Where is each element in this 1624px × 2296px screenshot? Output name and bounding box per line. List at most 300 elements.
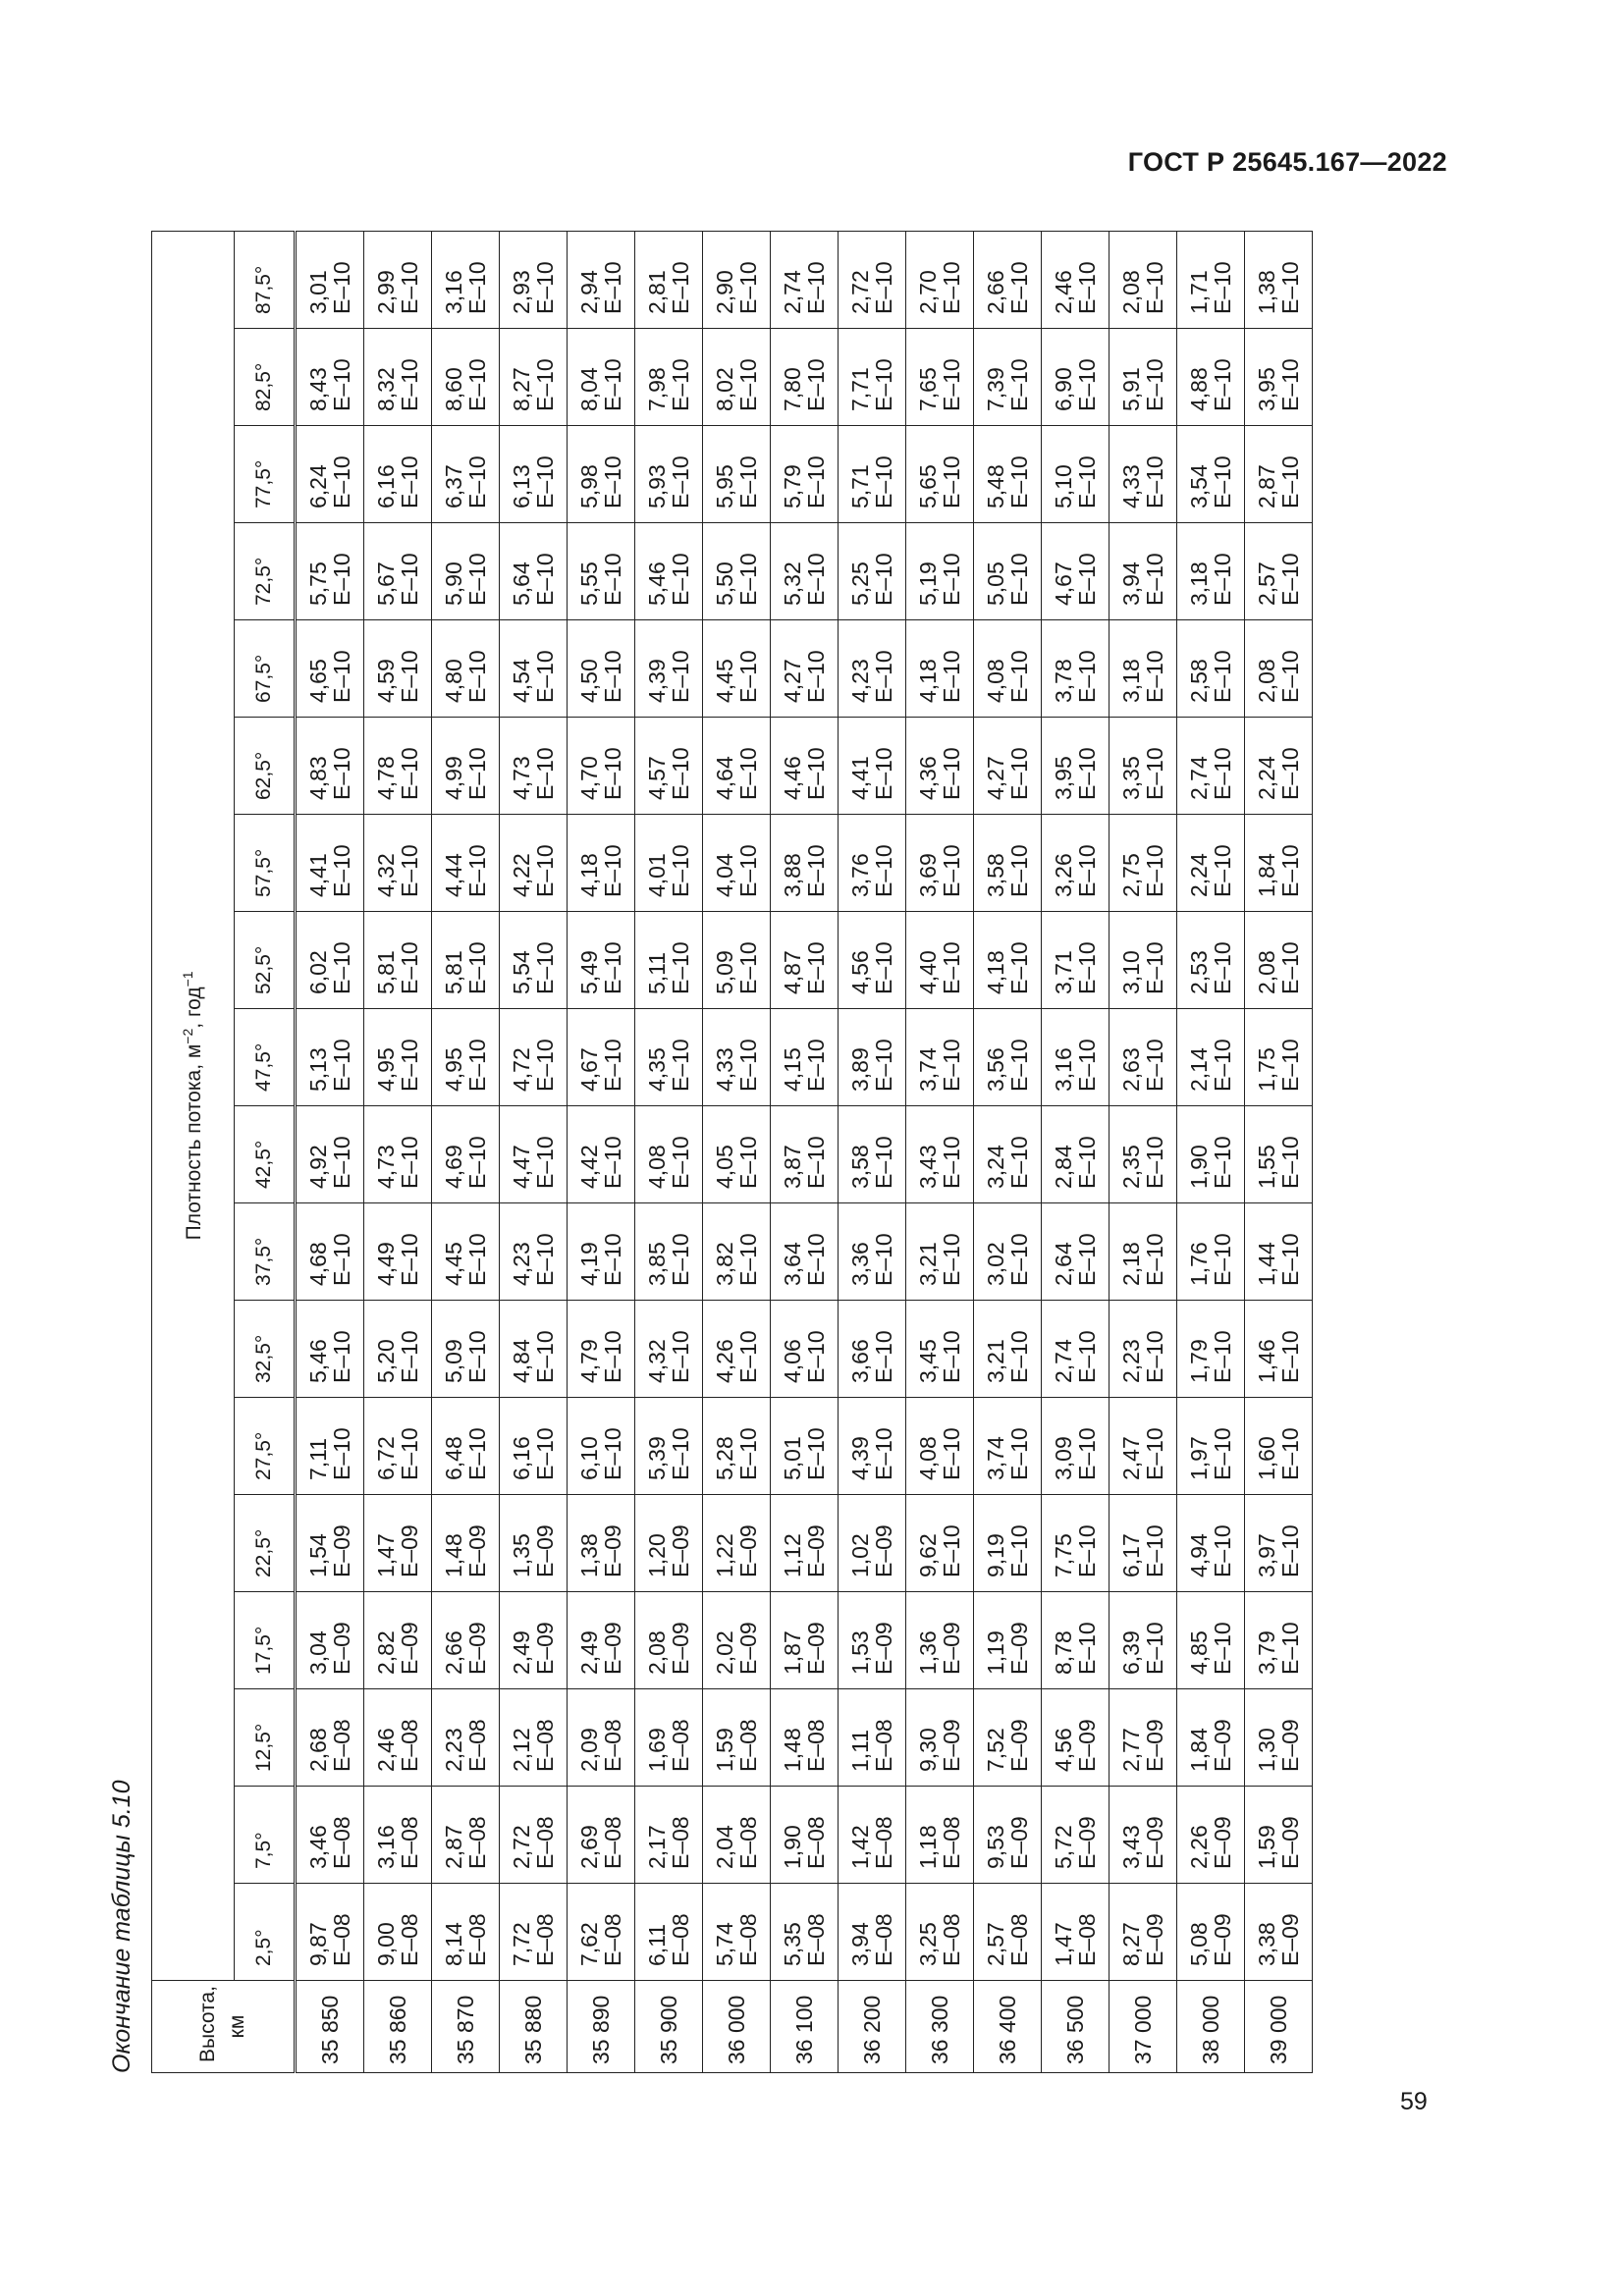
flux-value-cell: [432, 1106, 500, 1203]
table-row: [703, 231, 771, 2072]
mantissa: 4,04: [712, 853, 737, 897]
exponent: E–10: [668, 1330, 693, 1383]
flux-value-cell: [906, 329, 974, 426]
flux-value-cell: [1110, 329, 1177, 426]
flux-value-cell: [500, 523, 568, 620]
exponent: E–10: [939, 941, 964, 994]
flux-value-cell: [974, 1495, 1042, 1592]
flux-value-cell: [1245, 718, 1313, 815]
flux-value-cell: [1042, 1592, 1110, 1689]
mantissa: 4,36: [915, 756, 941, 800]
exponent: E–08: [871, 1719, 896, 1772]
mantissa: 2,66: [983, 270, 1008, 314]
mantissa: 3,95: [1254, 367, 1279, 411]
exponent: E–10: [1277, 1136, 1303, 1189]
mantissa: 4,18: [915, 659, 941, 703]
flux-value-cell: [635, 815, 703, 912]
mantissa: 1,75: [1254, 1047, 1279, 1092]
flux-value-cell: [1110, 1495, 1177, 1592]
mantissa: 2,84: [1051, 1145, 1076, 1189]
mantissa: 1,42: [847, 1825, 873, 1869]
exponent: E–10: [1142, 358, 1167, 411]
exponent: E–10: [397, 261, 422, 314]
mantissa: 3,02: [983, 1242, 1008, 1286]
mantissa: 5,35: [780, 1922, 805, 1966]
flux-value-cell: [432, 523, 500, 620]
exponent: E–10: [1210, 650, 1235, 703]
mantissa: 6,72: [373, 1436, 399, 1480]
exponent: E–10: [1277, 844, 1303, 897]
exponent: E–10: [532, 650, 558, 703]
mantissa: 8,32: [373, 367, 399, 411]
mantissa: 1,87: [780, 1630, 805, 1675]
mantissa: 2,69: [576, 1825, 602, 1869]
flux-value-cell: [1177, 1787, 1245, 1884]
exponent: E–10: [329, 747, 354, 800]
flux-value-cell: [296, 1106, 364, 1203]
exponent: E–08: [803, 1719, 829, 1772]
mantissa: 3,66: [847, 1339, 873, 1383]
flux-value-cell: [1110, 1398, 1177, 1495]
exponent: E–09: [939, 1622, 964, 1675]
flux-value-cell: [568, 815, 635, 912]
flux-value-cell: [1177, 620, 1245, 718]
mantissa: 1,22: [712, 1533, 737, 1577]
flux-value-cell: [906, 1301, 974, 1398]
mantissa: 3,26: [1051, 853, 1076, 897]
flux-value-cell: [974, 1787, 1042, 1884]
exponent: E–10: [1074, 553, 1100, 606]
mantissa: 4,88: [1186, 367, 1212, 411]
flux-value-cell: [1177, 1495, 1245, 1592]
flux-value-cell: [364, 426, 432, 523]
mantissa: 3,16: [441, 270, 466, 314]
mantissa: 6,10: [576, 1436, 602, 1480]
flux-value-cell: [296, 815, 364, 912]
flux-value-cell: [296, 1301, 364, 1398]
flux-value-cell: [906, 1884, 974, 1981]
exponent: E–10: [939, 1233, 964, 1286]
flux-value-cell: [1177, 426, 1245, 523]
exponent: E–10: [329, 650, 354, 703]
mantissa: 9,87: [305, 1922, 331, 1966]
exponent: E–10: [803, 358, 829, 411]
exponent: E–09: [871, 1622, 896, 1675]
mantissa: 1,53: [847, 1630, 873, 1675]
exponent: E–10: [871, 455, 896, 508]
exponent: E–10: [1142, 553, 1167, 606]
flux-value-cell: [432, 329, 500, 426]
mantissa: 4,35: [644, 1047, 670, 1092]
exponent: E–10: [1006, 1427, 1032, 1480]
altitude-cell: 37 000: [1110, 1981, 1177, 2073]
mantissa: 1,47: [373, 1533, 399, 1577]
flux-value-cell: [1177, 523, 1245, 620]
flux-value-cell: [1110, 1689, 1177, 1787]
exponent: E–10: [1142, 650, 1167, 703]
angle-header: 62,5°: [235, 718, 296, 815]
mantissa: 4,92: [305, 1145, 331, 1189]
flux-value-cell: [771, 1203, 839, 1301]
mantissa: 3,88: [780, 853, 805, 897]
mantissa: 5,54: [509, 950, 534, 994]
exponent: E–09: [1277, 1816, 1303, 1869]
altitude-cell: 38 000: [1177, 1981, 1245, 2073]
exponent: E–08: [735, 1816, 761, 1869]
exponent: E–10: [1074, 455, 1100, 508]
exponent: E–10: [735, 455, 761, 508]
exponent: E–10: [871, 747, 896, 800]
flux-value-cell: [771, 1009, 839, 1106]
exponent: E–10: [803, 553, 829, 606]
flux-value-cell: [839, 912, 906, 1009]
mantissa: 5,09: [712, 950, 737, 994]
mantissa: 3,21: [915, 1242, 941, 1286]
flux-value-cell: [1042, 620, 1110, 718]
exponent: E–10: [1074, 1330, 1100, 1383]
flux-value-cell: [839, 1787, 906, 1884]
exponent: E–10: [1210, 358, 1235, 411]
flux-value-cell: [771, 329, 839, 426]
flux-value-cell: [1110, 523, 1177, 620]
mantissa: 7,39: [983, 367, 1008, 411]
mantissa: 1,11: [847, 1729, 873, 1772]
flux-value-cell: [1042, 1884, 1110, 1981]
mantissa: 2,02: [712, 1630, 737, 1675]
flux-value-cell: [364, 1203, 432, 1301]
mantissa: 5,95: [712, 464, 737, 508]
exponent: E–08: [329, 1719, 354, 1772]
flux-value-cell: [500, 620, 568, 718]
exponent: E–10: [1277, 553, 1303, 606]
flux-value-cell: [1245, 426, 1313, 523]
flux-value-cell: [432, 1009, 500, 1106]
altitude-cell: 35 850: [296, 1981, 364, 2073]
angle-header: 12,5°: [235, 1689, 296, 1787]
exponent: E–10: [871, 1427, 896, 1480]
mantissa: 2,90: [712, 270, 737, 314]
mantissa: 1,12: [780, 1533, 805, 1577]
flux-value-cell: [974, 620, 1042, 718]
mantissa: 3,43: [915, 1145, 941, 1189]
flux-value-cell: [1042, 329, 1110, 426]
flux-value-cell: [771, 231, 839, 328]
flux-value-cell: [1042, 1398, 1110, 1495]
exponent: E–08: [939, 1913, 964, 1966]
mantissa: 2,09: [576, 1728, 602, 1772]
mantissa: 3,35: [1118, 756, 1144, 800]
exponent: E–10: [1074, 1427, 1100, 1480]
exponent: E–10: [939, 553, 964, 606]
exponent: E–09: [464, 1524, 490, 1577]
flux-value-cell: [771, 1495, 839, 1592]
mantissa: 6,48: [441, 1436, 466, 1480]
exponent: E–08: [1006, 1913, 1032, 1966]
exponent: E–09: [1074, 1816, 1100, 1869]
table-row: [906, 231, 974, 2072]
exponent: E–10: [532, 1427, 558, 1480]
exponent: E–08: [600, 1719, 625, 1772]
flux-value-cell: [974, 1592, 1042, 1689]
mantissa: 3,54: [1186, 464, 1212, 508]
flux-value-cell: [906, 1495, 974, 1592]
flux-value-cell: [568, 329, 635, 426]
flux-value-cell: [703, 912, 771, 1009]
exponent: E–10: [735, 747, 761, 800]
mantissa: 3,78: [1051, 659, 1076, 703]
flux-value-cell: [500, 329, 568, 426]
exponent: E–10: [735, 553, 761, 606]
exponent: E–10: [397, 1330, 422, 1383]
exponent: E–08: [532, 1719, 558, 1772]
mantissa: 5,09: [441, 1339, 466, 1383]
mantissa: 2,12: [509, 1728, 534, 1772]
mantissa: 4,33: [1118, 464, 1144, 508]
mantissa: 7,62: [576, 1922, 602, 1966]
exponent: E–08: [464, 1816, 490, 1869]
mantissa: 2,23: [441, 1728, 466, 1772]
mantissa: 4,85: [1186, 1630, 1212, 1675]
mantissa: 7,71: [847, 367, 873, 411]
mantissa: 1,55: [1254, 1145, 1279, 1189]
exponent: E–08: [735, 1913, 761, 1966]
flux-value-cell: [296, 1398, 364, 1495]
mantissa: 1,84: [1186, 1728, 1212, 1772]
flux-value-cell: [635, 426, 703, 523]
flux-value-cell: [839, 231, 906, 328]
exponent: E–08: [1074, 1913, 1100, 1966]
exponent: E–10: [1210, 844, 1235, 897]
mantissa: 3,79: [1254, 1630, 1279, 1675]
exponent: E–10: [600, 553, 625, 606]
exponent: E–10: [600, 358, 625, 411]
flux-value-cell: [296, 718, 364, 815]
flux-value-cell: [839, 523, 906, 620]
exponent: E–10: [668, 553, 693, 606]
flux-value-cell: [568, 620, 635, 718]
flux-value-cell: [500, 912, 568, 1009]
exponent: E–10: [600, 261, 625, 314]
flux-value-cell: [296, 1787, 364, 1884]
mantissa: 3,69: [915, 853, 941, 897]
exponent: E–10: [1142, 844, 1167, 897]
exponent: E–09: [1277, 1913, 1303, 1966]
flux-value-cell: [906, 1106, 974, 1203]
mantissa: 4,73: [509, 756, 534, 800]
flux-value-cell: [568, 1106, 635, 1203]
flux-value-cell: [771, 912, 839, 1009]
flux-value-cell: [635, 912, 703, 1009]
flux-value-cell: [1110, 815, 1177, 912]
exponent: E–10: [1210, 1524, 1235, 1577]
mantissa: 5,93: [644, 464, 670, 508]
exponent: E–10: [1210, 941, 1235, 994]
flux-value-cell: [703, 1787, 771, 1884]
mantissa: 3,89: [847, 1047, 873, 1092]
flux-value-cell: [296, 231, 364, 328]
flux-value-cell: [906, 1009, 974, 1106]
mantissa: 8,78: [1051, 1630, 1076, 1675]
exponent: E–09: [532, 1622, 558, 1675]
flux-value-cell: [1177, 1592, 1245, 1689]
mantissa: 4,32: [644, 1339, 670, 1383]
exponent: E–08: [600, 1913, 625, 1966]
flux-value-cell: [500, 718, 568, 815]
flux-value-cell: [1042, 1689, 1110, 1787]
mantissa: 3,09: [1051, 1436, 1076, 1480]
flux-value-cell: [839, 1398, 906, 1495]
altitude-cell: 36 000: [703, 1981, 771, 2073]
exponent: E–10: [939, 261, 964, 314]
mantissa: 3,87: [780, 1145, 805, 1189]
mantissa: 4,18: [983, 950, 1008, 994]
mantissa: 1,54: [305, 1533, 331, 1577]
mantissa: 3,24: [983, 1145, 1008, 1189]
exponent: E–10: [1142, 941, 1167, 994]
exponent: E–10: [1006, 650, 1032, 703]
flux-value-cell: [432, 718, 500, 815]
flux-value-cell: [703, 329, 771, 426]
mantissa: 1,19: [983, 1630, 1008, 1675]
exponent: E–10: [803, 941, 829, 994]
mantissa: 4,23: [847, 659, 873, 703]
mantissa: 4,57: [644, 756, 670, 800]
flux-value-cell: [500, 1398, 568, 1495]
table-row: [1177, 231, 1245, 2072]
mantissa: 9,19: [983, 1533, 1008, 1577]
mantissa: 3,58: [983, 853, 1008, 897]
exponent: E–10: [1210, 1427, 1235, 1480]
mantissa: 3,01: [305, 270, 331, 314]
exponent: E–09: [397, 1622, 422, 1675]
exponent: E–10: [532, 1330, 558, 1383]
mantissa: 6,17: [1118, 1533, 1144, 1577]
flux-value-cell: [500, 815, 568, 912]
exponent: E–08: [532, 1816, 558, 1869]
flux-value-cell: [703, 1203, 771, 1301]
exponent: E–10: [803, 1039, 829, 1092]
mantissa: 4,78: [373, 756, 399, 800]
flux-value-cell: [1177, 1009, 1245, 1106]
flux-value-cell: [771, 1787, 839, 1884]
exponent: E–10: [1210, 747, 1235, 800]
mantissa: 8,60: [441, 367, 466, 411]
flux-value-cell: [568, 1689, 635, 1787]
exponent: E–10: [532, 1039, 558, 1092]
exponent: E–10: [1277, 1427, 1303, 1480]
altitude-cell: 35 900: [635, 1981, 703, 2073]
flux-value-cell: [568, 718, 635, 815]
mantissa: 4,64: [712, 756, 737, 800]
exponent: E–10: [939, 1427, 964, 1480]
mantissa: 5,25: [847, 561, 873, 606]
exponent: E–08: [871, 1913, 896, 1966]
exponent: E–10: [735, 650, 761, 703]
mantissa: 1,02: [847, 1533, 873, 1577]
mantissa: 2,74: [1186, 756, 1212, 800]
mantissa: 1,35: [509, 1533, 534, 1577]
mantissa: 2,74: [780, 270, 805, 314]
mantissa: 1,46: [1254, 1339, 1279, 1383]
mantissa: 6,11: [644, 1923, 670, 1966]
exponent: E–10: [871, 941, 896, 994]
mantissa: 4,65: [305, 659, 331, 703]
mantissa: 3,04: [305, 1630, 331, 1675]
exponent: E–09: [1142, 1913, 1167, 1966]
mantissa: 5,11: [644, 951, 670, 994]
mantissa: 3,71: [1051, 950, 1076, 994]
exponent: E–09: [1142, 1816, 1167, 1869]
mantissa: 5,08: [1186, 1922, 1212, 1966]
mantissa: 1,48: [441, 1533, 466, 1577]
mantissa: 4,40: [915, 950, 941, 994]
mantissa: 5,81: [441, 950, 466, 994]
flux-value-cell: [839, 1884, 906, 1981]
flux-value-cell: [771, 1884, 839, 1981]
angle-header: 22,5°: [235, 1495, 296, 1592]
exponent: E–10: [1142, 1136, 1167, 1189]
flux-value-cell: [906, 231, 974, 328]
altitude-cell: 36 400: [974, 1981, 1042, 2073]
exponent: E–10: [464, 941, 490, 994]
exponent: E–10: [668, 1233, 693, 1286]
mantissa: 2,08: [1254, 659, 1279, 703]
flux-value-cell: [432, 1203, 500, 1301]
flux-value-cell: [1042, 426, 1110, 523]
flux-value-cell: [974, 1009, 1042, 1106]
table-row: [1042, 231, 1110, 2072]
flux-value-cell: [974, 1203, 1042, 1301]
mantissa: 3,16: [1051, 1047, 1076, 1092]
flux-value-cell: [771, 1689, 839, 1787]
exponent: E–08: [803, 1913, 829, 1966]
mantissa: 2,14: [1186, 1047, 1212, 1092]
mantissa: 4,83: [305, 756, 331, 800]
mantissa: 5,05: [983, 561, 1008, 606]
exponent: E–10: [668, 1136, 693, 1189]
mantissa: 1,90: [780, 1825, 805, 1869]
flux-value-cell: [635, 1009, 703, 1106]
flux-value-cell: [703, 1009, 771, 1106]
mantissa: 5,55: [576, 561, 602, 606]
mantissa: 2,82: [373, 1630, 399, 1675]
exponent: E–10: [871, 261, 896, 314]
page-number: 59: [1400, 2088, 1428, 2115]
exponent: E–10: [397, 1039, 422, 1092]
mantissa: 3,97: [1254, 1533, 1279, 1577]
mantissa: 7,52: [983, 1728, 1008, 1772]
mantissa: 3,25: [915, 1922, 941, 1966]
flux-value-cell: [364, 1592, 432, 1689]
exponent: E–10: [1210, 1233, 1235, 1286]
exponent: E–10: [1006, 844, 1032, 897]
flux-value-cell: [906, 1787, 974, 1884]
exponent: E–10: [1142, 1524, 1167, 1577]
flux-value-cell: [1245, 620, 1313, 718]
flux-value-cell: [364, 1689, 432, 1787]
flux-value-cell: [364, 1106, 432, 1203]
flux-value-cell: [1177, 231, 1245, 328]
exponent: E–09: [1210, 1913, 1235, 1966]
mantissa: 3,18: [1186, 561, 1212, 606]
mantissa: 1,59: [1254, 1825, 1279, 1869]
flux-value-cell: [1110, 1787, 1177, 1884]
exponent: E–10: [803, 261, 829, 314]
flux-value-cell: [1110, 1106, 1177, 1203]
exponent: E–08: [464, 1719, 490, 1772]
flux-value-cell: [568, 912, 635, 1009]
angle-header: 2,5°: [235, 1884, 296, 1981]
